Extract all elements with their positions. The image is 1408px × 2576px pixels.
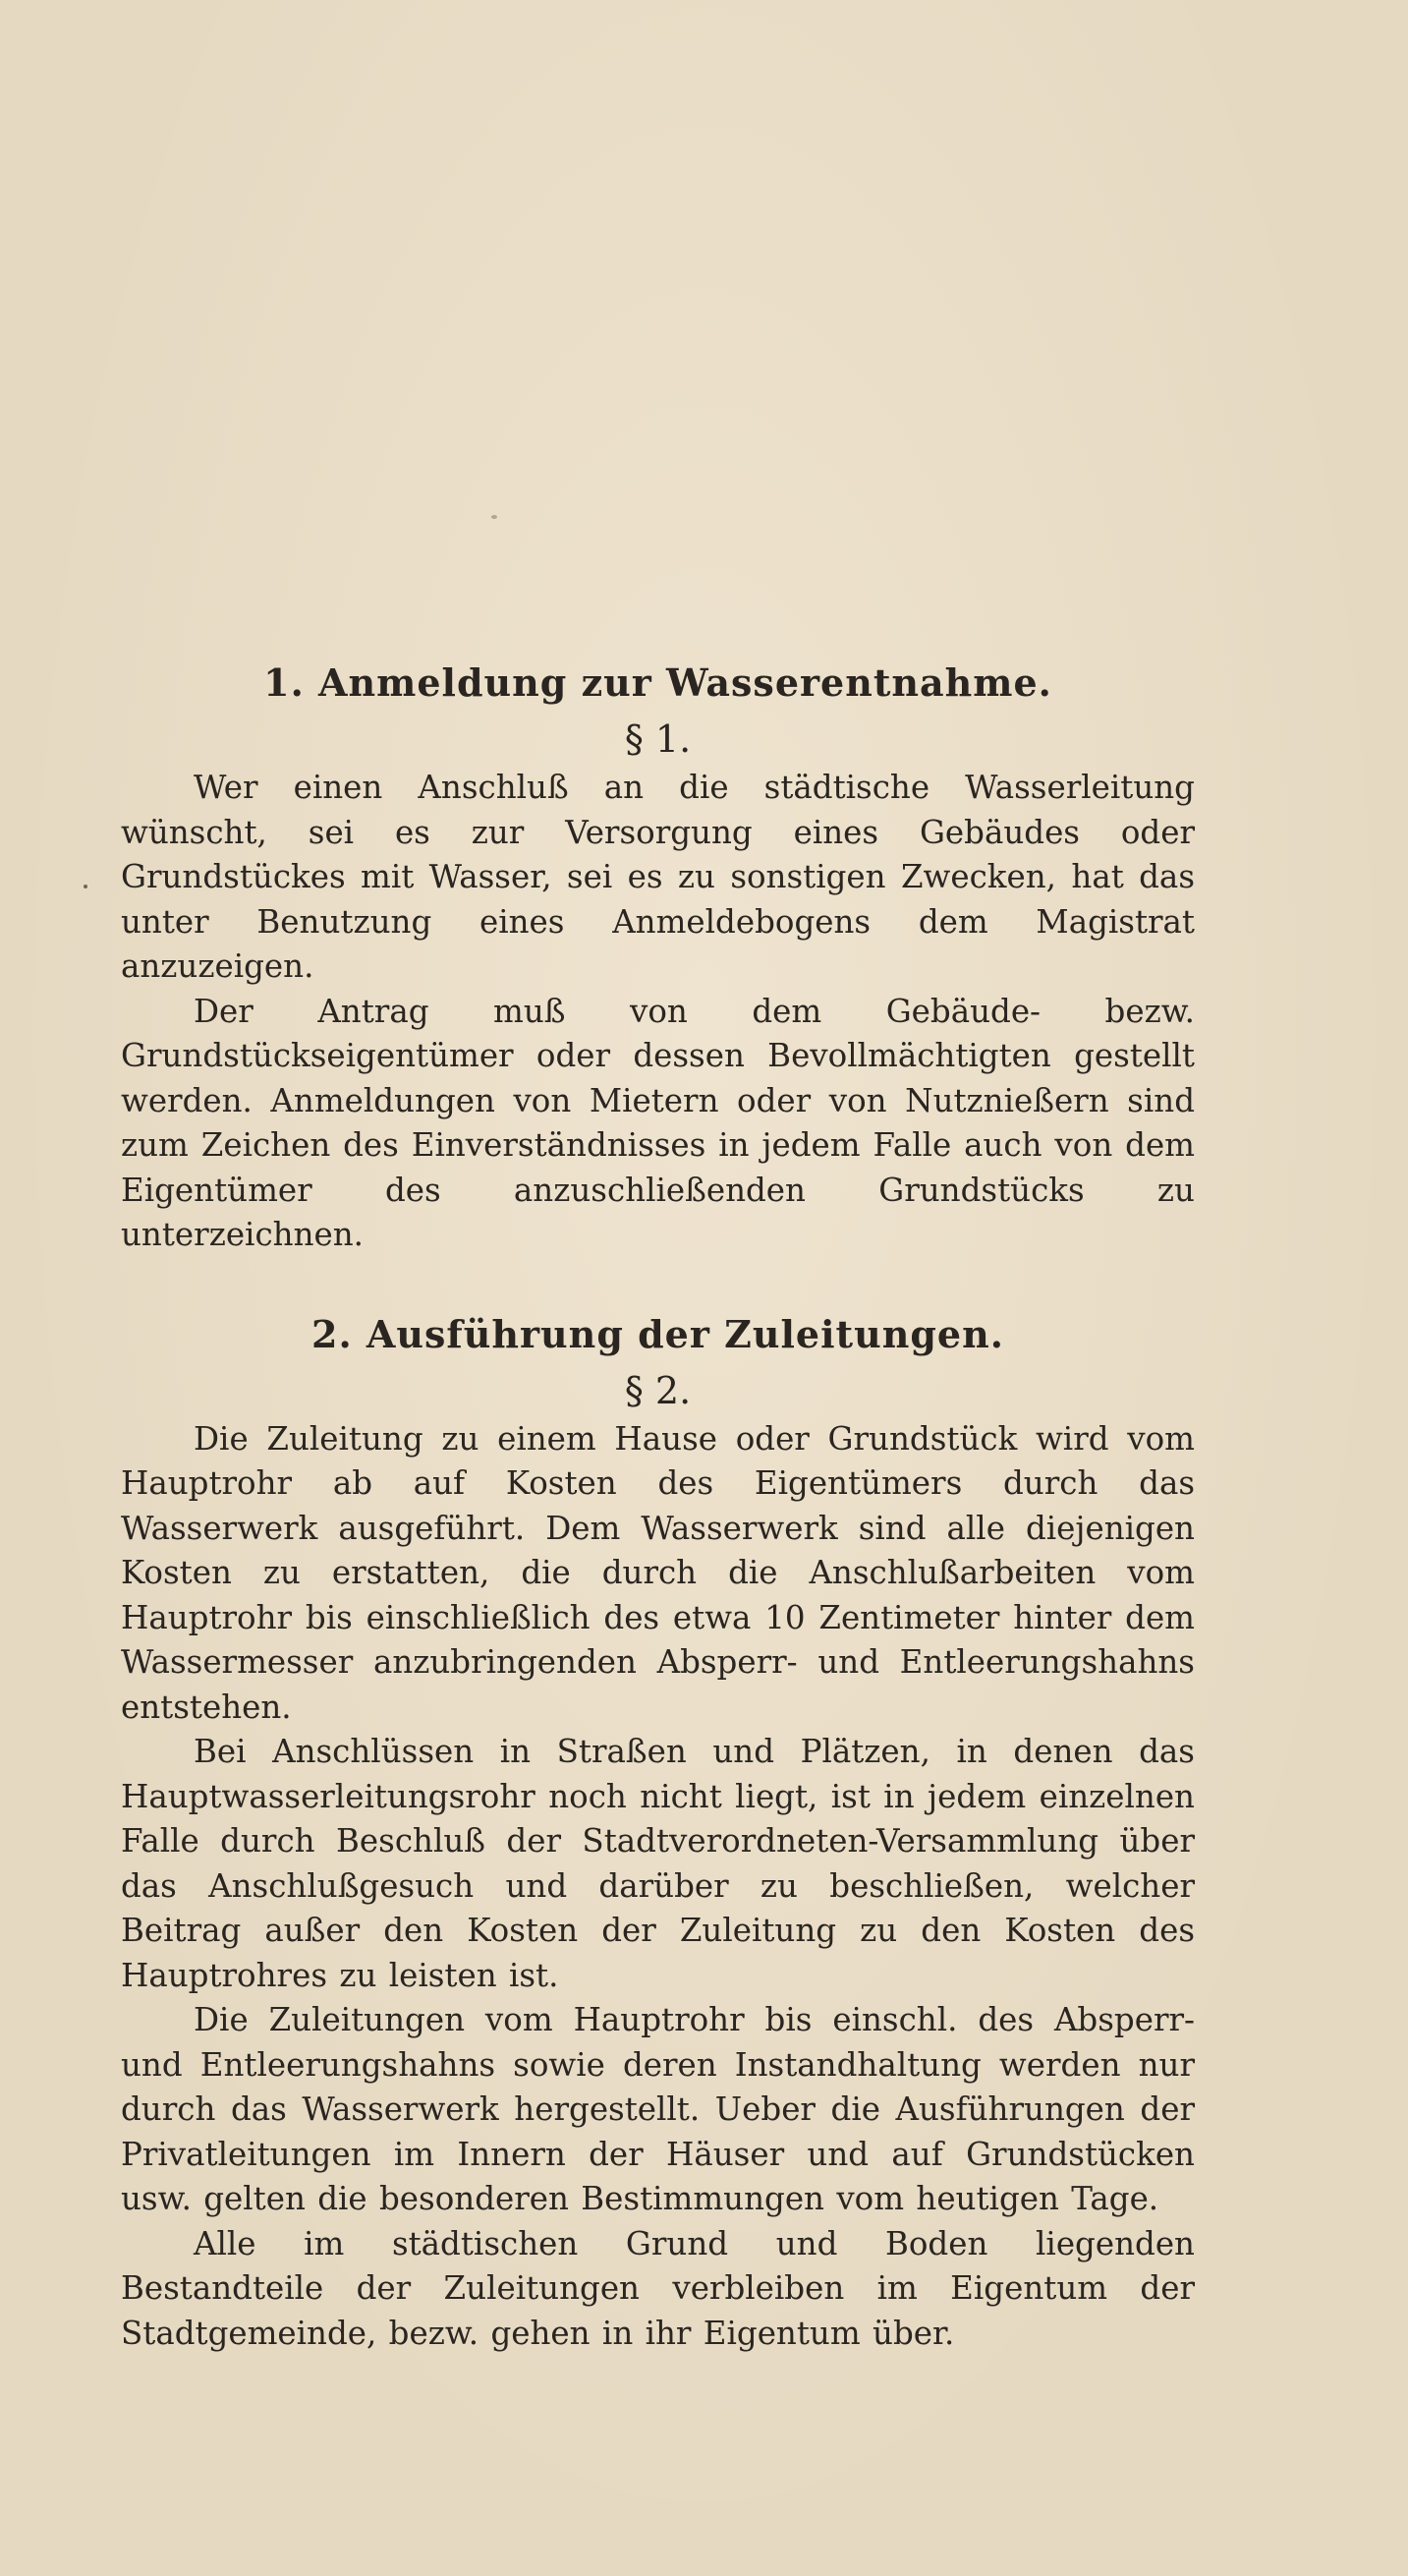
paper-speck [84, 885, 87, 888]
body-paragraph: Die Zuleitung zu einem Hause oder Grundstück wird vom Hauptrohr ab auf Kosten des Eigentümers durch das Wasserwerk ausgeführt. Dem Wasserwerk sind alle diejenigen Kosten zu erstatten, die durch die Anschlußarbeiten vom Hauptrohr bis einschließlich des etwa 10 Zentimeter hinter dem Wassermesser anzubringenden Absperr- und Entleerungshahns entstehen. [121, 1419, 1195, 1726]
paragraph-number: § 1. [624, 717, 692, 761]
body-paragraph: Wer einen Anschluß an die städtische Wasserleitung wünscht, sei es zur Versorgung eines Gebäudes oder Grundstückes mit Wasser, sei es zu sonstigen Zwecken, hat das unter Benutzung eines Anmeldebogens dem Magistrat anzuzeigen. [121, 769, 1195, 985]
body-paragraph: Der Antrag muß von dem Gebäude- bezw. Grundstückseigentümer oder dessen Bevollmächtigten gestellt werden. Anmeldungen von Mietern oder von Nutznießern sind zum Zeichen des Einverständnisses in jedem Falle auch von dem Eigentümer des anzuschließenden Grundstücks zu unterzeichnen. [121, 992, 1195, 1253]
paper-speck [491, 515, 497, 519]
body-paragraph: Bei Anschlüssen in Straßen und Plätzen, in denen das Hauptwasserleitungsrohr noch nicht liegt, ist in jedem einzelnen Falle durch Beschluß der Stadtverordneten-Versammlung über das Anschlußgesuch und darüber zu beschließen, welcher Beitrag außer den Kosten der Zuleitung zu den Kosten des Hauptrohres zu leisten ist. [121, 1733, 1195, 1994]
section-spacer [121, 1258, 1195, 1305]
body-paragraph: Die Zuleitungen vom Hauptrohr bis einschl. des Absperr- und Entleerungshahns sowie deren Instandhaltung werden nur durch das Wasserwerk hergestellt. Ueber die Ausführungen der Privatleitungen im Innern der Häuser und auf Grundstücken usw. gelten die besonderen Bestimmungen vom heutigen Tage. [121, 2001, 1195, 2217]
section-heading: 2. Ausführung der Zuleitungen. [311, 1311, 1004, 1356]
section-heading: 1. Anmeldung zur Wasserentnahme. [263, 660, 1052, 705]
document-body [121, 654, 1195, 2356]
body-paragraph: Alle im städtischen Grund und Boden liegenden Bestandteile der Zuleitungen verbleiben im Eigentum der Stadtgemeinde, bezw. gehen in ihr Eigentum über. [121, 2224, 1195, 2352]
paragraph-number: § 2. [624, 1368, 692, 1412]
